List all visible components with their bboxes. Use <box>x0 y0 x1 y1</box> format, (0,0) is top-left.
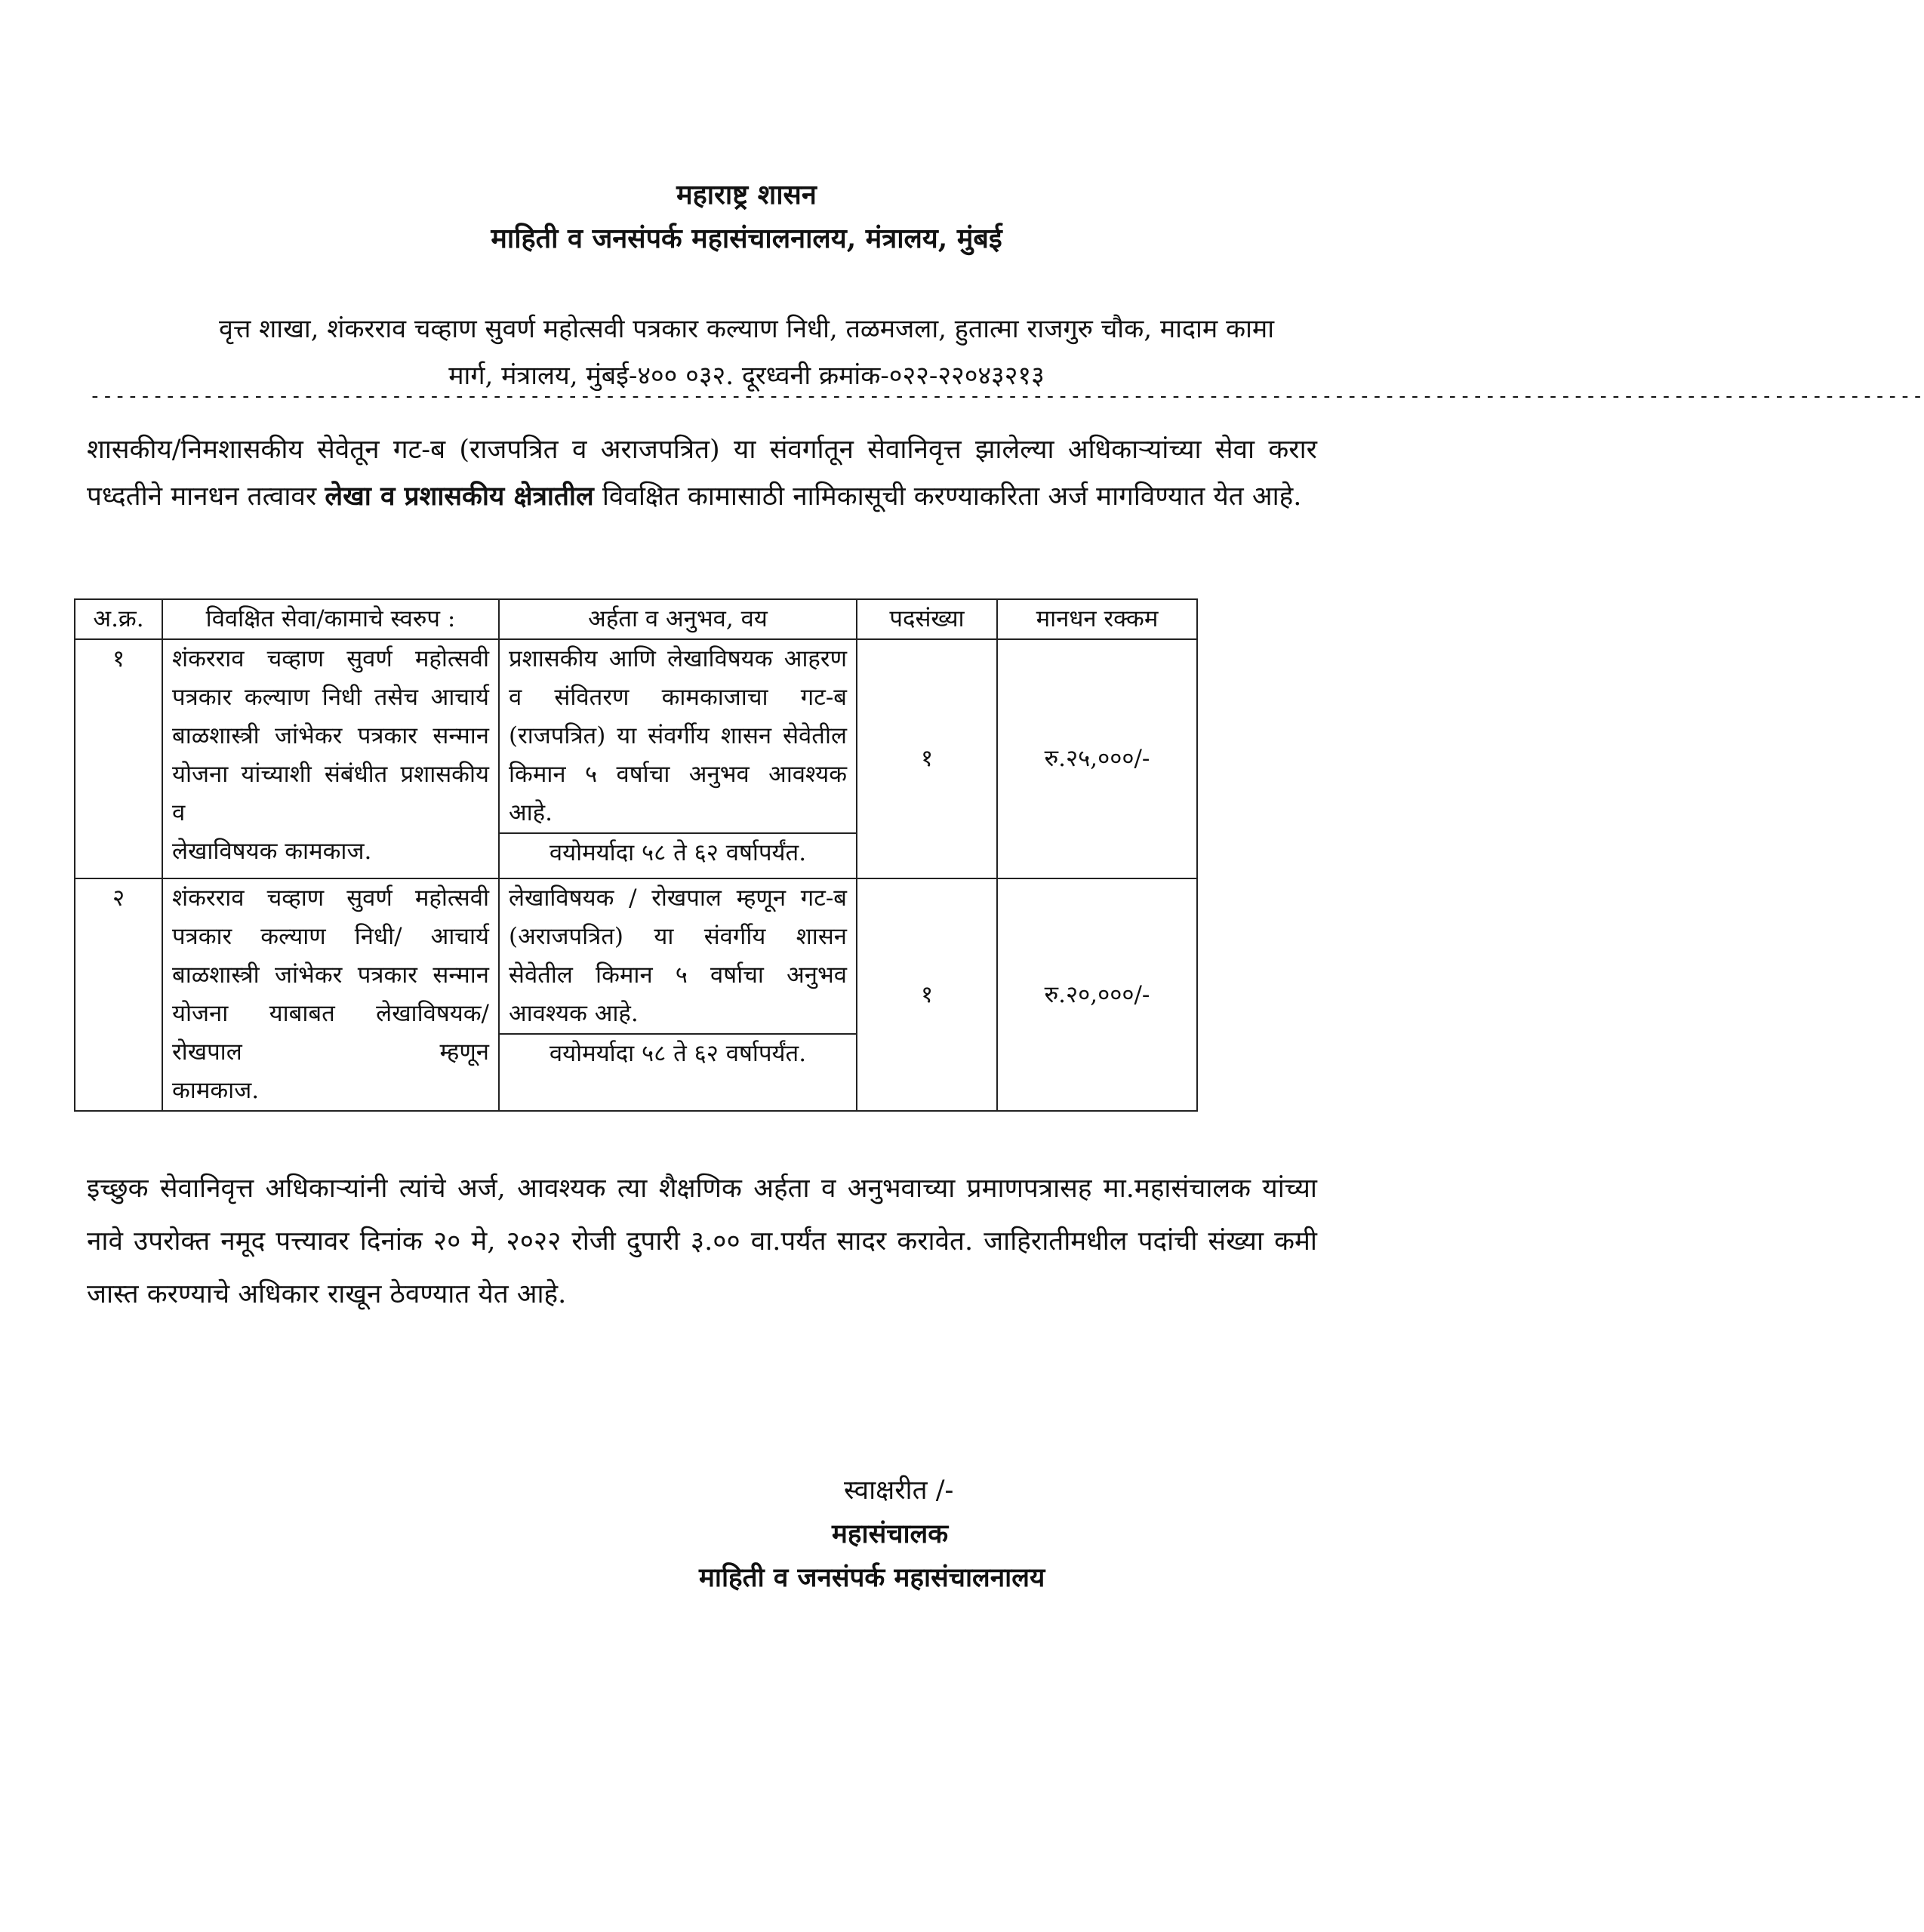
row-age-limit: वयोमर्यादा ५८ ते ६२ वर्षापर्यंत. <box>549 839 807 866</box>
table-row <box>75 878 1197 1111</box>
row-qualification <box>499 878 857 1111</box>
row-service-desc <box>162 639 499 878</box>
row-posts: १ <box>857 878 997 1111</box>
intro-text-2: विवक्षित कामासाठी नामिकासूची करण्याकरिता अर्ज मागविण्यात येत आहे. <box>593 481 1302 512</box>
row-amount: रु.२५,०००/- <box>997 639 1197 878</box>
table-header-row <box>75 599 1197 639</box>
row-amount: रु.२०,०००/- <box>997 878 1197 1111</box>
col-header-qualification: अर्हता व अनुभव, वय <box>499 599 857 639</box>
header-government: महाराष्ट्र शासन <box>676 179 817 211</box>
row-qualification-text: प्रशासकीय आणि लेखाविषयक आहरण व संवितरण कामकाजाचा गट-ब (राजपत्रित) या संवर्गीय शासन सेवेतील किमान ५ वर्षाचा अनुभव आवश्यक आहे. <box>500 640 856 834</box>
col-header-amount: मानधन रक्कम <box>997 599 1197 639</box>
row-service-text: शंकरराव चव्हाण सुवर्ण महोत्सवी पत्रकार कल्याण निधी तसेच आचार्य बाळशास्त्री जांभेकर पत्रकार सन्मान योजना यांच्याशी संबंधीत प्रशासकीय व <box>172 645 489 826</box>
col-header-posts: पदसंख्या <box>857 599 997 639</box>
col-header-service: विवक्षित सेवा/कामाचे स्वरुप : <box>162 599 499 639</box>
separator-line: -------------------------------------------------------------------------------------------------------------------------------------------------- <box>89 385 1924 408</box>
intro-text-1: शासकीय/निमशासकीय सेवेतून गट-ब (राजपत्रित व अराजपत्रित) या संवर्गातून सेवानिवृत्त झालेल्या अधिकाऱ्यांच्या सेवा करार पध्दतीने मानधन तत्वावर <box>87 435 1317 512</box>
signed-note: स्वाक्षरीत /- <box>844 1475 954 1506</box>
signatory-office: माहिती व जनसंपर्क महासंचालनालय <box>699 1562 1045 1593</box>
row-sr: २ <box>75 878 162 1111</box>
row-service-text-end: कामकाज. <box>172 1077 260 1104</box>
row-qualification <box>499 639 857 878</box>
address-line-2: मार्ग, मंत्रालय, मुंबई-४०० ०३२. दूरध्वनी क्रमांक-०२२-२२०४३२१३ <box>448 361 1045 391</box>
col-header-sr: अ.क्र. <box>75 599 162 639</box>
row-age-limit: वयोमर्यादा ५८ ते ६२ वर्षापर्यंत. <box>549 1040 807 1067</box>
signatory-title: महासंचालक <box>832 1518 949 1549</box>
intro-paragraph <box>87 426 1317 520</box>
address-line-1: वृत्त शाखा, शंकरराव चव्हाण सुवर्ण महोत्सवी पत्रकार कल्याण निधी, तळमजला, हुतात्मा राजगुरु चौक, मादाम कामा <box>218 314 1275 344</box>
row-service-text-end: लेखाविषयक कामकाज. <box>172 838 372 865</box>
closing-paragraph: इच्छुक सेवानिवृत्त अधिकाऱ्यांनी त्यांचे अर्ज, आवश्यक त्या शैक्षणिक अर्हता व अनुभवाच्या प्रमाणपत्रासह मा.महासंचालक यांच्या नावे उपरोक्त नमूद पत्त्यावर दिनांक २० मे, २०२२ रोजी दुपारी ३.०० वा.पर्यंत सादर करावेत. जाहिरातीमधील पदांची संख्या कमी जास्त करण्याचे अधिकार राखून ठेवण्यात येत आहे. <box>87 1174 1317 1309</box>
row-service-desc <box>162 878 499 1111</box>
row-posts: १ <box>857 639 997 878</box>
intro-bold-text: लेखा व प्रशासकीय क्षेत्रातील <box>325 481 594 512</box>
row-qualification-text: लेखाविषयक / रोखपाल म्हणून गट-ब (अराजपत्रित) या संवर्गीय शासन सेवेतील किमान ५ वर्षाचा अनुभव आवश्यक आहे. <box>500 879 856 1035</box>
row-service-text: शंकरराव चव्हाण सुवर्ण महोत्सवी पत्रकार कल्याण निधी/ आचार्य बाळशास्त्री जांभेकर पत्रकार सन्मान योजना याबाबत लेखाविषयक/रोखपाल म्हणून <box>172 884 489 1066</box>
row-sr: १ <box>75 639 162 878</box>
table-row <box>75 639 1197 878</box>
vacancy-table <box>74 598 1198 1112</box>
header-directorate: माहिती व जनसंपर्क महासंचालनालय, मंत्रालय, मुंबई <box>491 223 1002 254</box>
